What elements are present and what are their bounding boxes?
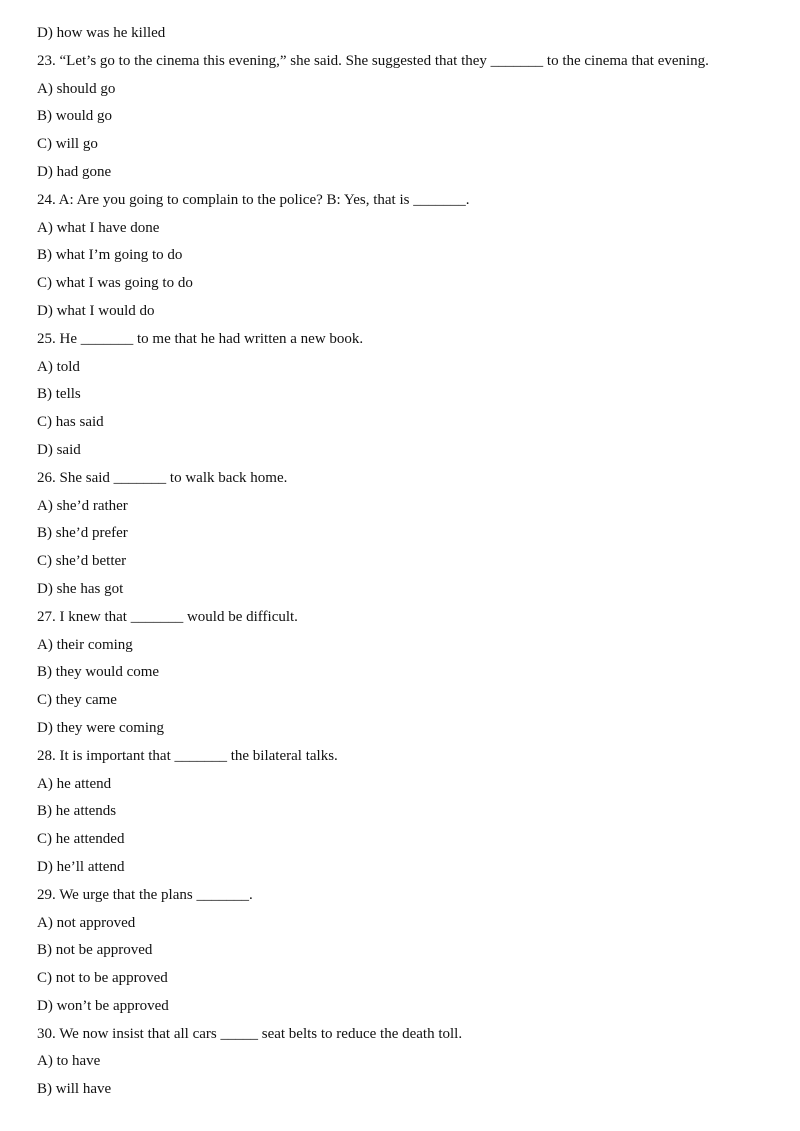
option-27-b: B) they would come: [37, 664, 160, 681]
question-26: 26. She said _______ to walk back home.: [37, 469, 288, 486]
option-24-c: C) what I was going to do: [37, 275, 193, 292]
question-28: 28. It is important that _______ the bilateral talks.: [37, 747, 338, 764]
option-27-c: C) they came: [37, 692, 117, 709]
option-25-b: B) tells: [37, 386, 81, 403]
question-29: 29. We urge that the plans _______.: [37, 886, 253, 903]
option-28-b: B) he attends: [37, 803, 117, 820]
option-23-b: B) would go: [37, 108, 112, 125]
option-24-a: A) what I have done: [37, 219, 160, 236]
option-24-b: B) what I’m going to do: [37, 247, 183, 264]
option-25-d: D) said: [37, 441, 81, 458]
option-24-d: D) what I would do: [37, 302, 155, 319]
option-29-b: B) not be approved: [37, 942, 153, 959]
option-26-a: A) she’d rather: [37, 497, 128, 514]
option-23-a: A) should go: [37, 80, 116, 97]
option-22-d: D) how was he killed: [37, 25, 166, 41]
option-29-d: D) won’t be approved: [37, 997, 169, 1014]
question-25: 25. He _______ to me that he had written a new book.: [37, 330, 364, 347]
option-27-d: D) they were coming: [37, 719, 165, 736]
option-26-b: B) she’d prefer: [37, 525, 128, 542]
option-23-c: C) will go: [37, 136, 98, 153]
option-25-c: C) has said: [37, 414, 104, 431]
option-26-d: D) she has got: [37, 580, 124, 597]
option-29-a: A) not approved: [37, 914, 136, 931]
question-24: 24. A: Are you going to complain to the police? B: Yes, that is _______.: [37, 191, 470, 208]
option-27-a: A) their coming: [37, 636, 133, 653]
option-28-c: C) he attended: [37, 831, 125, 848]
option-30-b: B) will have: [37, 1081, 112, 1098]
option-28-a: A) he attend: [37, 775, 112, 792]
option-23-d: D) had gone: [37, 163, 112, 180]
question-23: 23. “Let’s go to the cinema this evening,” she said. She suggested that they _______ to the cinema that evening.: [37, 52, 709, 69]
option-30-a: A) to have: [37, 1053, 101, 1070]
question-27: 27. I knew that _______ would be difficult.: [37, 608, 298, 625]
option-29-c: C) not to be approved: [37, 970, 168, 987]
option-28-d: D) he’ll attend: [37, 858, 125, 875]
option-26-c: C) she’d better: [37, 553, 127, 570]
question-30: 30. We now insist that all cars _____ seat belts to reduce the death toll.: [37, 1025, 463, 1042]
option-25-a: A) told: [37, 358, 80, 375]
document-page: [37, 20, 777, 1104]
